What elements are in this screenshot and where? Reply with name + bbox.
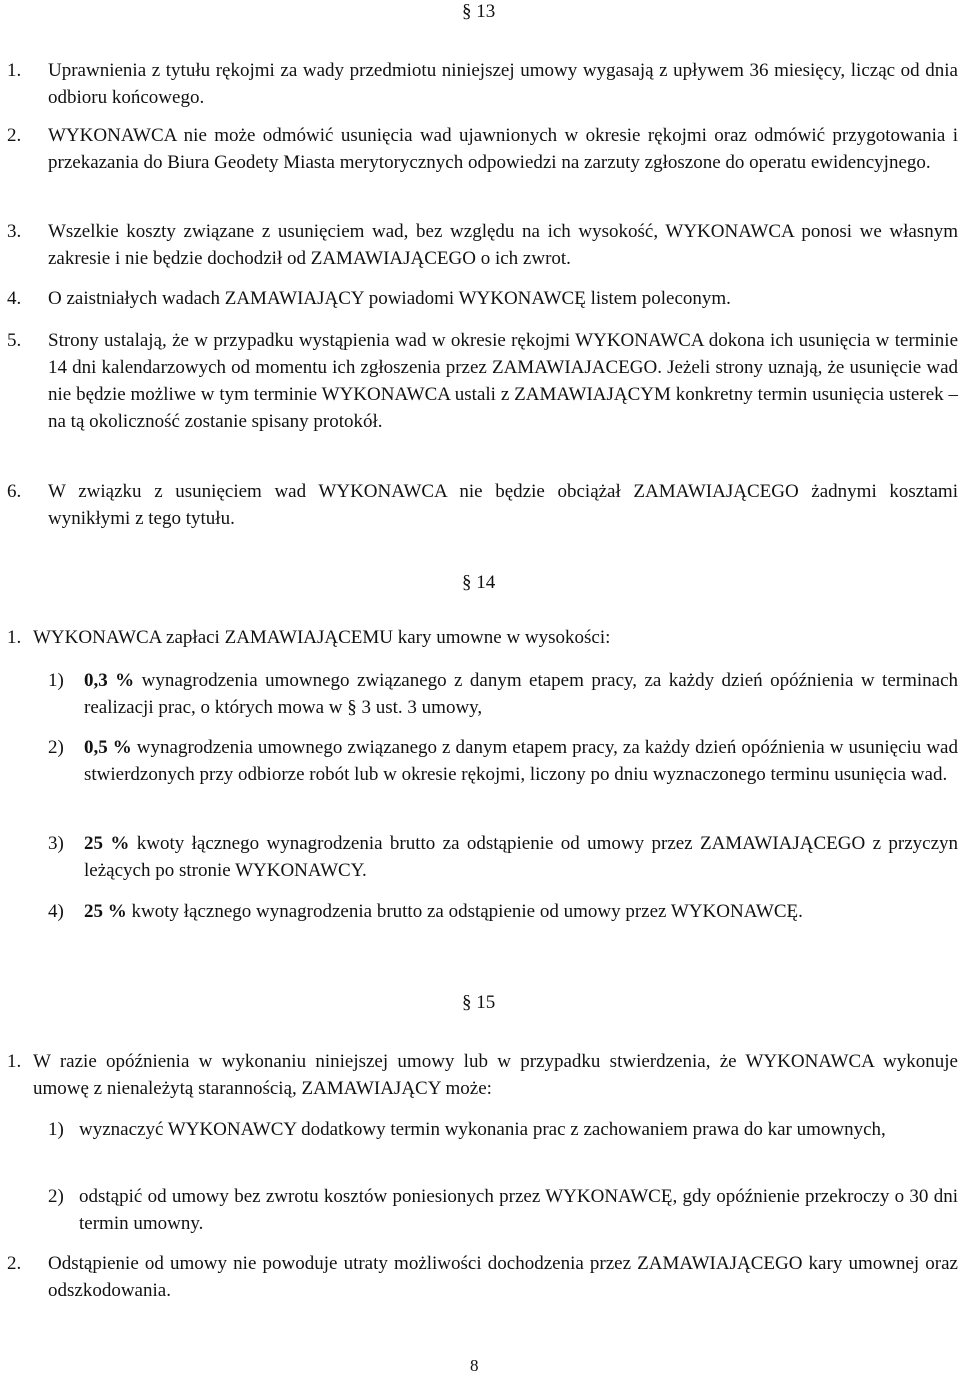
penalty-rate: 0,3 % bbox=[84, 670, 135, 691]
penalty-rate: 25 % bbox=[84, 833, 130, 854]
item-number: 1. bbox=[7, 60, 22, 81]
subitem-14-1 bbox=[84, 667, 958, 721]
subitem-15-1: wyznaczyć WYKONAWCY dodatkowy termin wykonania prac z zachowaniem prawa do kar umownych, bbox=[79, 1119, 886, 1140]
item-number: 4. bbox=[7, 288, 22, 309]
section-heading-13: § 13 bbox=[462, 1, 496, 22]
paragraph-15-1: W razie opóźnienia w wykonaniu niniejszej umowy lub w przypadku stwierdzenia, że WYKONAWCA wykonuje umowę z nienależytą starannością, ZAMAWIAJĄCY może: bbox=[33, 1051, 958, 1099]
item-number: 2. bbox=[7, 125, 22, 146]
subitem-number: 4) bbox=[48, 901, 64, 922]
paragraph-13-6: W związku z usunięciem wad WYKONAWCA nie będzie obciążał ZAMAWIAJĄCEGO żadnymi kosztami wynikłymi z tego tytułu. bbox=[48, 481, 958, 529]
subitem-text: wynagrodzenia umownego związanego z danym etapem pracy, za każdy dzień opóźnienia w usunięciu wad stwierdzonych przy odbiorze robót lub w okresie rękojmi, liczony po dniu wyznaczonego terminu usunięcia wad. bbox=[84, 737, 958, 785]
item-number: 1. bbox=[7, 627, 22, 648]
paragraph-15-2: Odstąpienie od umowy nie powoduje utraty możliwości dochodzenia przez ZAMAWIAJĄCEGO kary umownej oraz odszkodowania. bbox=[48, 1253, 958, 1301]
subitem-14-4 bbox=[84, 898, 958, 925]
item-number: 5. bbox=[7, 330, 22, 351]
subitem-14-2 bbox=[84, 734, 958, 788]
section-heading-14: § 14 bbox=[462, 572, 496, 593]
subitem-number: 2) bbox=[48, 737, 64, 758]
item-number: 6. bbox=[7, 481, 22, 502]
paragraph-13-5: Strony ustalają, że w przypadku wystąpienia wad w okresie rękojmi WYKONAWCA dokona ich usunięcia w terminie 14 dni kalendarzowych od momentu ich zgłoszenia przez ZAMAWIAJACEGO. Jeżeli strony uznają, że usunięcie wad nie będzie możliwe w tym terminie WYKONAWCA ustali z ZAMAWIAJĄCYM konkretny termin usunięcia usterek – na tą okoliczność zostanie spisany protokół. bbox=[48, 330, 958, 432]
item-number: 2. bbox=[7, 1253, 22, 1274]
paragraph-13-2: WYKONAWCA nie może odmówić usunięcia wad ujawnionych w okresie rękojmi oraz odmówić przygotowania i przekazania do Biura Geodety Miasta merytorycznych odpowiedzi na zarzuty zgłoszone do operatu ewidencyjnego. bbox=[48, 125, 958, 173]
paragraph-14-1: WYKONAWCA zapłaci ZAMAWIAJĄCEMU kary umowne w wysokości: bbox=[33, 627, 611, 648]
section-heading-15: § 15 bbox=[462, 992, 496, 1013]
subitem-14-3 bbox=[84, 830, 958, 884]
penalty-rate: 25 % bbox=[84, 901, 127, 922]
paragraph-13-4: O zaistniałych wadach ZAMAWIAJĄCY powiadomi WYKONAWCĘ listem poleconym. bbox=[48, 288, 731, 309]
subitem-15-2: odstąpić od umowy bez zwrotu kosztów poniesionych przez WYKONAWCĘ, gdy opóźnienie przekroczy o 30 dni termin umowny. bbox=[79, 1186, 958, 1234]
subitem-text: kwoty łącznego wynagrodzenia brutto za odstąpienie od umowy przez ZAMAWIAJĄCEGO z przyczyn leżących po stronie WYKONAWCY. bbox=[84, 833, 959, 881]
subitem-number: 1) bbox=[48, 670, 64, 691]
penalty-rate: 0,5 % bbox=[84, 737, 132, 758]
page-number: 8 bbox=[470, 1356, 479, 1375]
subitem-number: 3) bbox=[48, 833, 64, 854]
subitem-number: 2) bbox=[48, 1186, 64, 1207]
paragraph-13-3: Wszelkie koszty związane z usunięciem wad, bez względu na ich wysokość, WYKONAWCA ponosi we własnym zakresie i nie będzie dochodził od ZAMAWIAJĄCEGO o ich zwrot. bbox=[48, 221, 958, 269]
subitem-number: 1) bbox=[48, 1119, 64, 1140]
subitem-text: wynagrodzenia umownego związanego z danym etapem pracy, za każdy dzień opóźnienia w terminach realizacji prac, o których mowa w § 3 ust. 3 umowy, bbox=[84, 670, 959, 718]
subitem-text: kwoty łącznego wynagrodzenia brutto za odstąpienie od umowy przez WYKONAWCĘ. bbox=[126, 901, 803, 922]
paragraph-13-1: Uprawnienia z tytułu rękojmi za wady przedmiotu niniejszej umowy wygasają z upływem 36 miesięcy, licząc od dnia odbioru końcowego. bbox=[48, 60, 958, 108]
item-number: 1. bbox=[7, 1051, 22, 1072]
item-number: 3. bbox=[7, 221, 22, 242]
